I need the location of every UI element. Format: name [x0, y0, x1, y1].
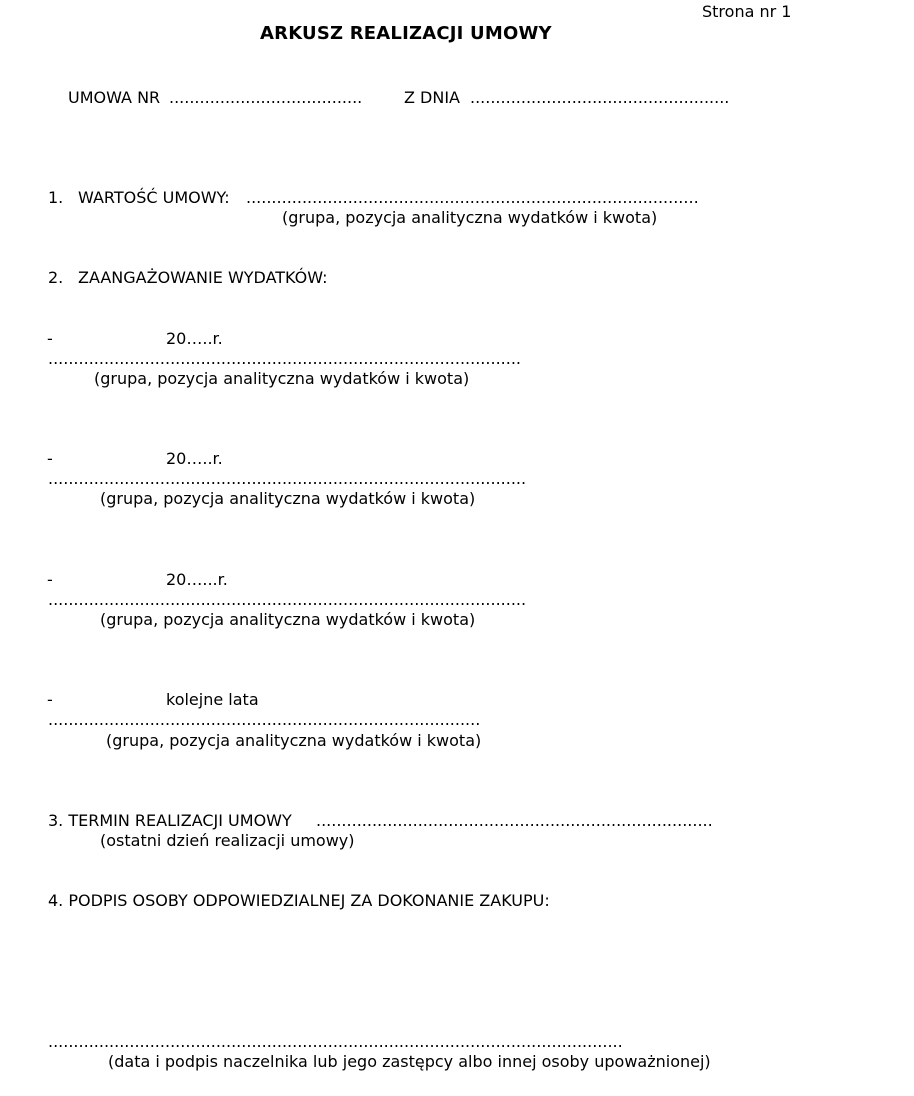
expenditure-field[interactable]: .............................................................................................. [48, 469, 527, 488]
section-title: ZAANGAŻOWANIE WYDATKÓW: [78, 268, 328, 287]
contract-number-field[interactable]: ...................................... [169, 88, 363, 107]
field-hint: (grupa, pozycja analityczna wydatków i kwota) [282, 208, 658, 227]
dash-marker: - [47, 329, 53, 348]
page-number: Strona nr 1 [702, 2, 792, 21]
section-number: 1. [48, 188, 64, 207]
dash-marker: - [47, 690, 53, 709]
year-label: 20…...r. [166, 570, 228, 589]
contract-number-label: UMOWA NR [68, 88, 161, 107]
dash-marker: - [47, 449, 53, 468]
signature-field[interactable]: ................................................................................................................. [48, 1032, 623, 1051]
expenditure-field[interactable]: ..................................................................................... [48, 710, 481, 729]
field-hint: (grupa, pozycja analityczna wydatków i kwota) [94, 369, 470, 388]
section-title: 3. TERMIN REALIZACJI UMOWY [48, 811, 292, 830]
field-hint: (grupa, pozycja analityczna wydatków i kwota) [106, 731, 482, 750]
contract-value-field[interactable]: ......................................................................................... [246, 188, 699, 207]
contract-date-field[interactable]: ................................................... [470, 88, 730, 107]
field-hint: (data i podpis naczelnika lub jego zastępcy albo innej osoby upoważnionej) [108, 1052, 711, 1071]
section-title: WARTOŚĆ UMOWY: [78, 188, 230, 207]
section-title: 4. PODPIS OSOBY ODPOWIEDZIALNEJ ZA DOKONANIE ZAKUPU: [48, 891, 550, 910]
section-number: 2. [48, 268, 64, 287]
field-hint: (grupa, pozycja analityczna wydatków i kwota) [100, 489, 476, 508]
field-hint: (ostatni dzień realizacji umowy) [100, 831, 355, 850]
deadline-field[interactable]: .............................................................................. [316, 811, 713, 830]
year-label: kolejne lata [166, 690, 259, 709]
dash-marker: - [47, 570, 53, 589]
year-label: 20…..r. [166, 449, 223, 468]
expenditure-field[interactable]: .............................................................................................. [48, 590, 527, 609]
year-label: 20…..r. [166, 329, 223, 348]
field-hint: (grupa, pozycja analityczna wydatków i kwota) [100, 610, 476, 629]
contract-date-label: Z DNIA [404, 88, 460, 107]
expenditure-field[interactable]: ............................................................................................. [48, 349, 521, 368]
document-title: ARKUSZ REALIZACJI UMOWY [260, 23, 552, 44]
